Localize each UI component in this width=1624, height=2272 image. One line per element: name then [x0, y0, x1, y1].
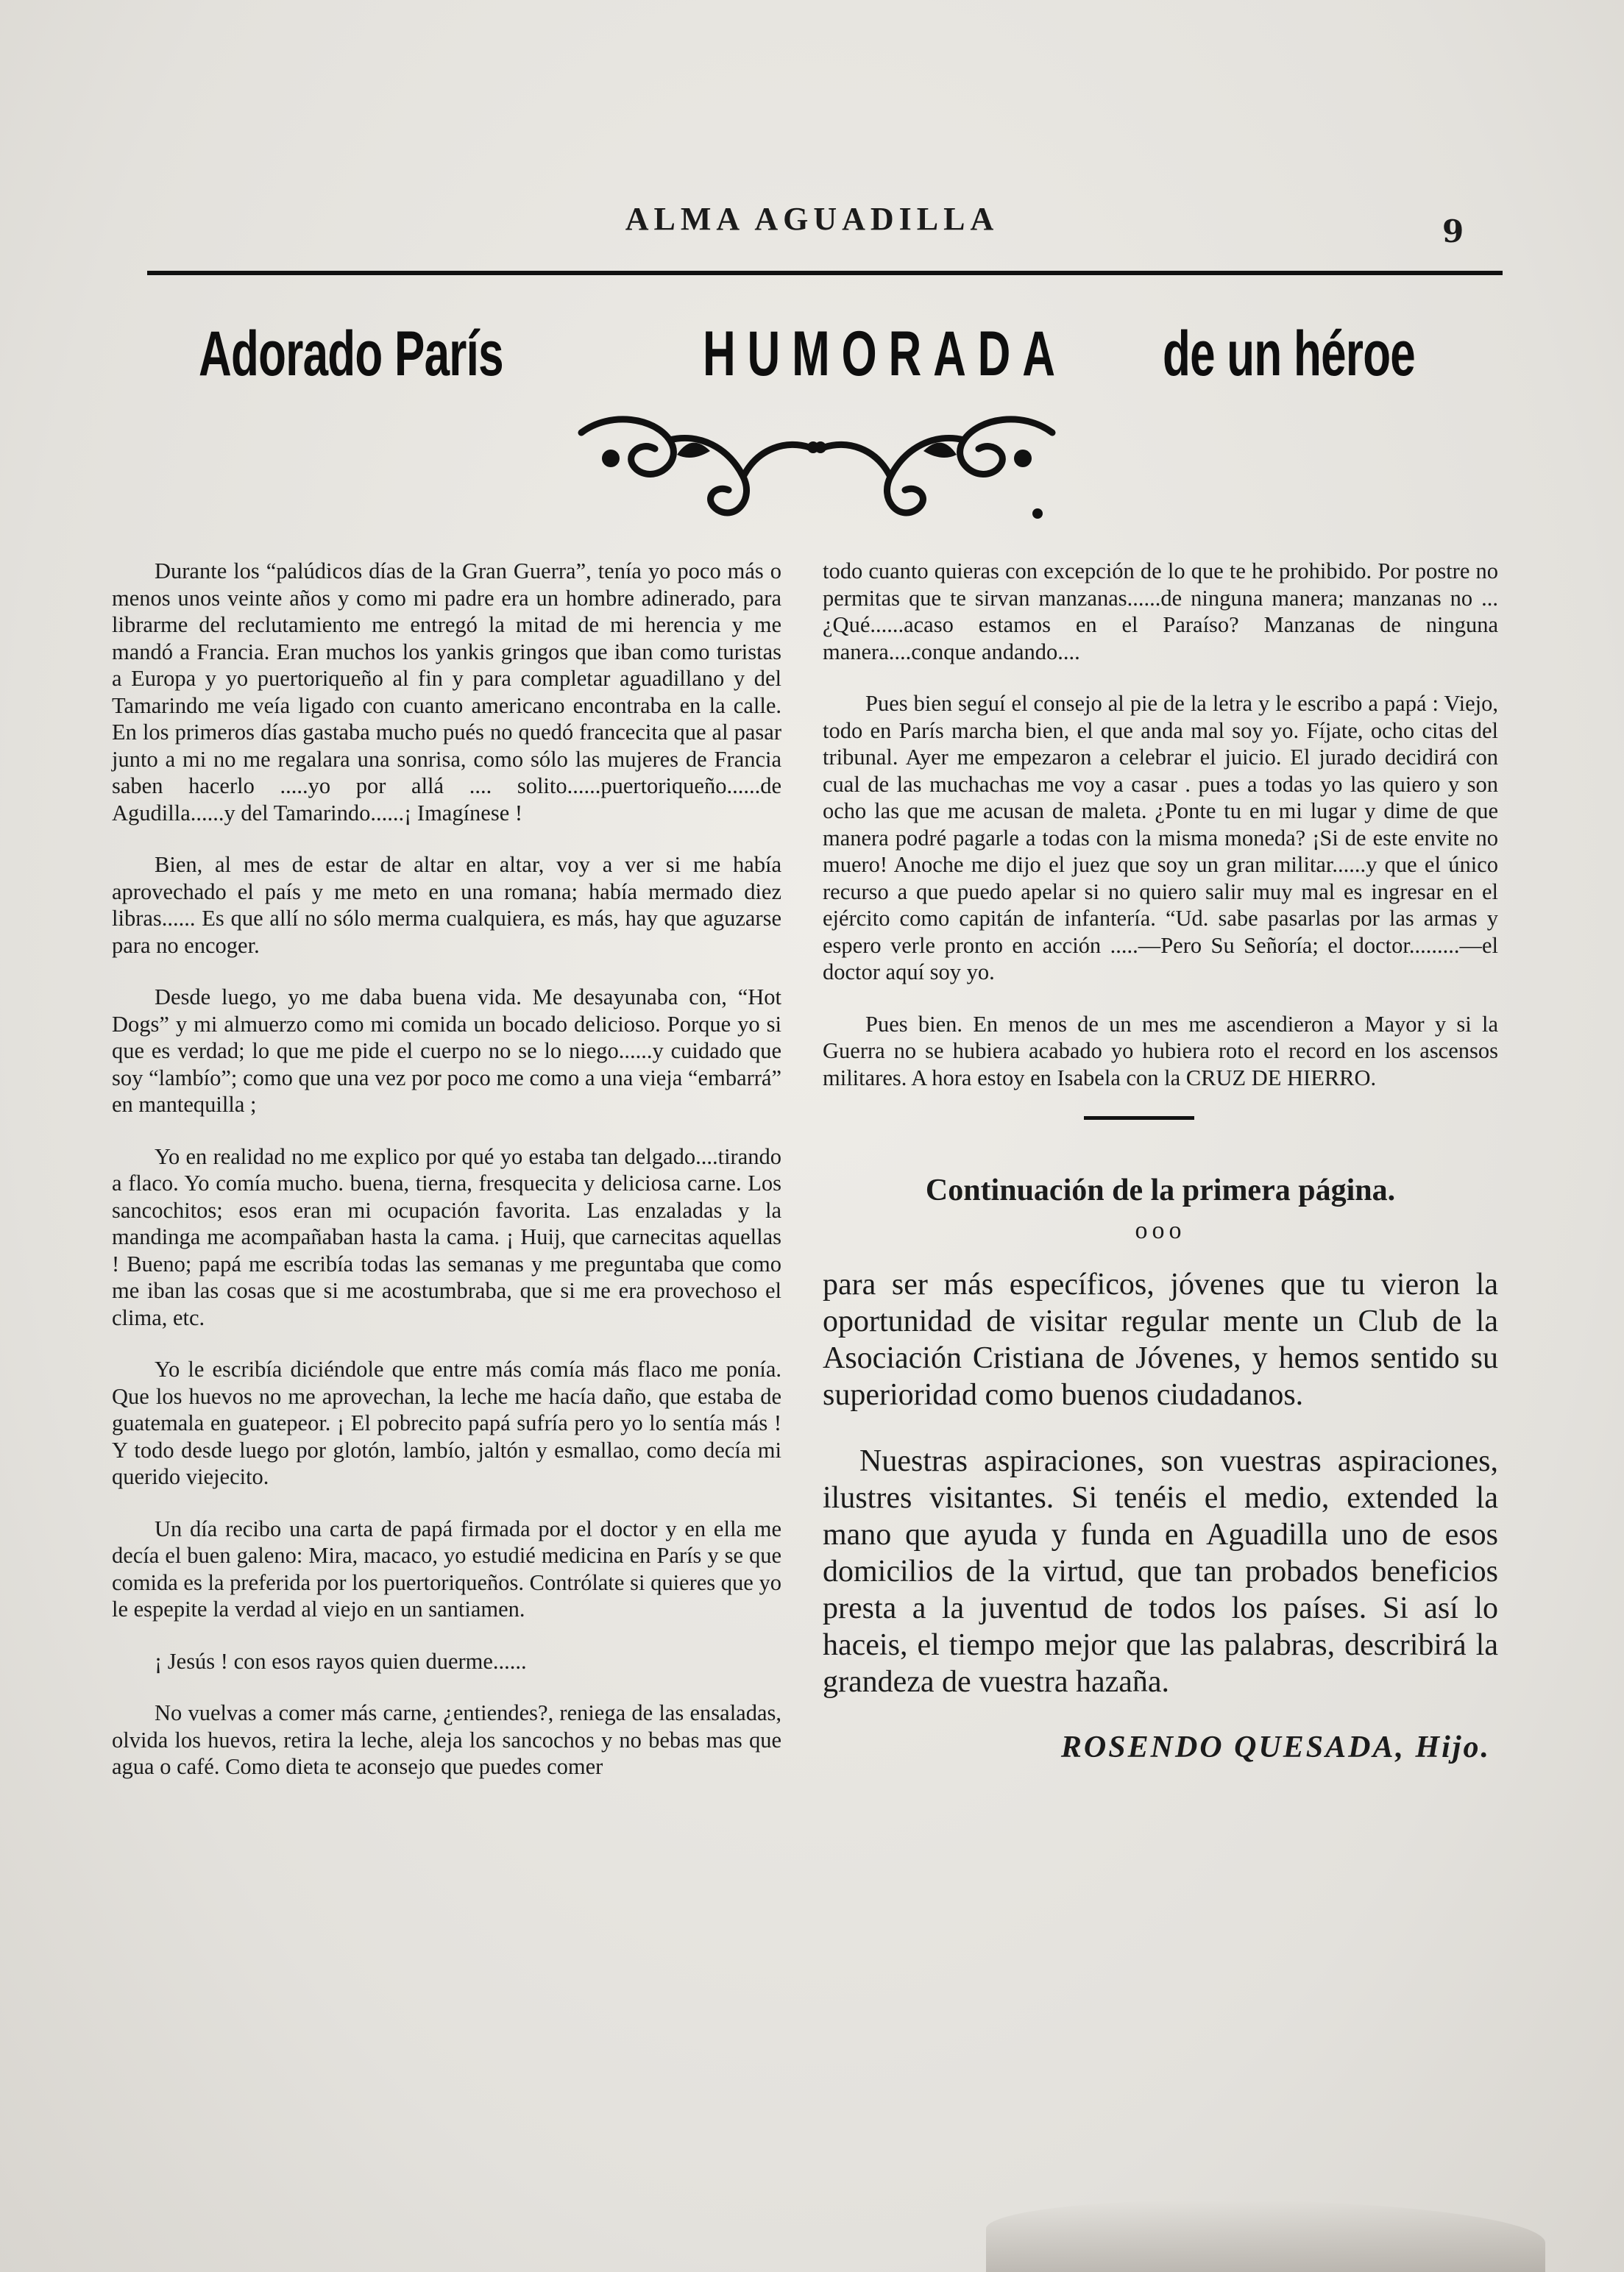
continuation-marker: ooo [1135, 1216, 1186, 1244]
left-paragraph: Desde luego, yo me daba buena vida. Me desayunaba con, “Hot Dogs” y mi almuerzo como mi comida un bocado delicioso. Porque yo si que es verdad; lo que me pide el cuerpo no se lo niego......y cuidado que soy “lambío”; como que una vez por poco me como a una vieja “embarrá” en mantequilla ; [112, 984, 781, 1117]
headline-left: Adorado París [199, 319, 503, 389]
headline-center: HUMORADA [703, 319, 1067, 389]
running-title: ALMA AGUADILLA [625, 201, 999, 237]
continuation-paragraph: Nuestras aspiraciones, son vuestras aspiraciones, ilustres visitantes. Si tenéis el medio, extended la mano que ayuda y funda en Aguadilla uno de esos domicilios de la virtud, que tan probados beneficios presta a la juventud de todos los países. Si así lo haceis, el tiempo mejor que las palabras, describirá la grandeza de vuestra hazaña. [823, 1444, 1498, 1699]
continuation-title: Continuación de la primera página. [925, 1174, 1396, 1207]
right-paragraph: todo cuanto quieras con excepción de lo que te he prohibido. Por postre no permitas que te sirvan manzanas......de ninguna manera; manzanas no ... ¿Qué......acaso estamos en el Paraíso? Manzanas de ninguna manera....conque andando.... [823, 558, 1498, 664]
continuation-text [823, 1266, 1498, 1700]
left-paragraph: Durante los “palúdicos días de la Gran Guerra”, tenía yo poco más o menos unos veinte años y como mi padre era un hombre adinerado, para librarme del reclutamiento me entregó la mitad de mi herencia y me mandó a Francia. Eran muchos los yankis gringos que iban como turistas a Europa y yo puertoriqueño al fin y para completar aguadillano y del Tamarindo me veía ligado con cuanto americano encontraba en la calle. En los primeros días gastaba mucho pués no quedó francecita que al pasar junto a mi no me regalara una sonrisa, como sólo las mujeres de Francia saben hacerlo .....yo por allá .... solito......puertoriqueño......de Agudilla......y del Tamarindo......¡ Imagínese ! [112, 558, 781, 826]
paper-stain [986, 2200, 1545, 2272]
continuation-paragraph: para ser más específicos, jóvenes que tu vieron la oportunidad de visitar regular mente un Club de la Asociación Cristiana de Jóvenes, y hemos sentido su superioridad como buenos ciudadanos. [823, 1268, 1498, 1412]
left-paragraph: ¡ Jesús ! con esos rayos quien duerme...... [155, 1648, 527, 1674]
right-paragraph: Pues bien seguí el consejo al pie de la letra y le escribo a papá : Viejo, todo en París marcha bien, el que anda mal soy yo. Fíjate, ocho citas del tribunal. Ayer me empezaron a celebrar el juicio. El jurado decidirá con cual de las muchachas me voy a casar . pues a todas yo las quiero y son ocho las que me acusan de maleta. ¿Ponte tu en mi lugar y dime de que manera podré pagarle a todas con la misma moneda? ¡Si de este envite no muero! Anoche me dijo el juez que soy un gran militar......y que el único recurso a que puedo apelar si no quiero salir muy mal es ingresar en el ejército como capitán de infantería. “Ud. sabe pasarlas por las armas y espero verle pronto en acción .....—Pero Su Señoría; el doctor.........—el doctor aquí soy yo. [823, 691, 1498, 984]
left-column [112, 558, 781, 1806]
right-column [823, 558, 1498, 1764]
right-paragraph: Pues bien. En menos de un mes me ascendieron a Mayor y si la Guerra no se hubiera acabado yo hubiera roto el record en los ascensos militares. A hora estoy en Isabela con la CRUZ DE HIERRO. [823, 1011, 1498, 1090]
section-divider [1084, 1116, 1194, 1120]
left-paragraph: Bien, al mes de estar de altar en altar, voy a ver si me había aprovechado el país y me meto en una romana; había mermado diez libras...... Es que allí no sólo merma cualquiera, es más, hay que aguzarse para no encoger. [112, 852, 781, 958]
header-rule [147, 271, 1503, 275]
page-number: 9 [1442, 213, 1464, 249]
left-paragraph: Yo en realidad no me explico por qué yo estaba tan delgado....tirando a flaco. Yo comía mucho. buena, tierna, fresquecita y deliciosa carne. Los sancochitos; esos eran mi ocupación favorita. Las enzaladas y la mandinga me acompañaban hasta la cama. ¡ Huij, que carnecitas aquellas ! Bueno; papá me escribía todas las semanas y me preguntaba que como me iban las cosas que si me acostumbraba, que si me era provechoso el clima, etc. [112, 1143, 781, 1330]
left-paragraph: No vuelvas a comer más carne, ¿entiendes?, reniega de las ensaladas, olvida los huevos, retira la leche, aleja los sancochos y no bebas mas que agua o café. Como dieta te aconsejo que puedes comer [112, 1700, 781, 1779]
flourish-ornament-icon [567, 403, 1067, 528]
left-paragraph: Yo le escribía diciéndole que entre más comía más flaco me ponía. Que los huevos no me aprovechan, la leche me hacía daño, que estaba de guatemala en guatepeor. ¡ El pobrecito papá sufría pero yo lo sentía más ! Y todo desde luego por glotón, lambío, jaltón y esmallao, como decía mi querido viejecito. [112, 1357, 781, 1489]
headline-right: de un héroe [1163, 319, 1416, 389]
author-signature: ROSENDO QUESADA, Hijo. [1060, 1730, 1491, 1764]
left-paragraph: Un día recibo una carta de papá firmada por el doctor y en ella me decía el buen galeno: Mira, macaco, yo estudié medicina en París y se que comida es la preferida por los puertoriqueños. Contrólate si quieres que yo le espepite la verdad al viejo en un santiamen. [112, 1516, 781, 1622]
